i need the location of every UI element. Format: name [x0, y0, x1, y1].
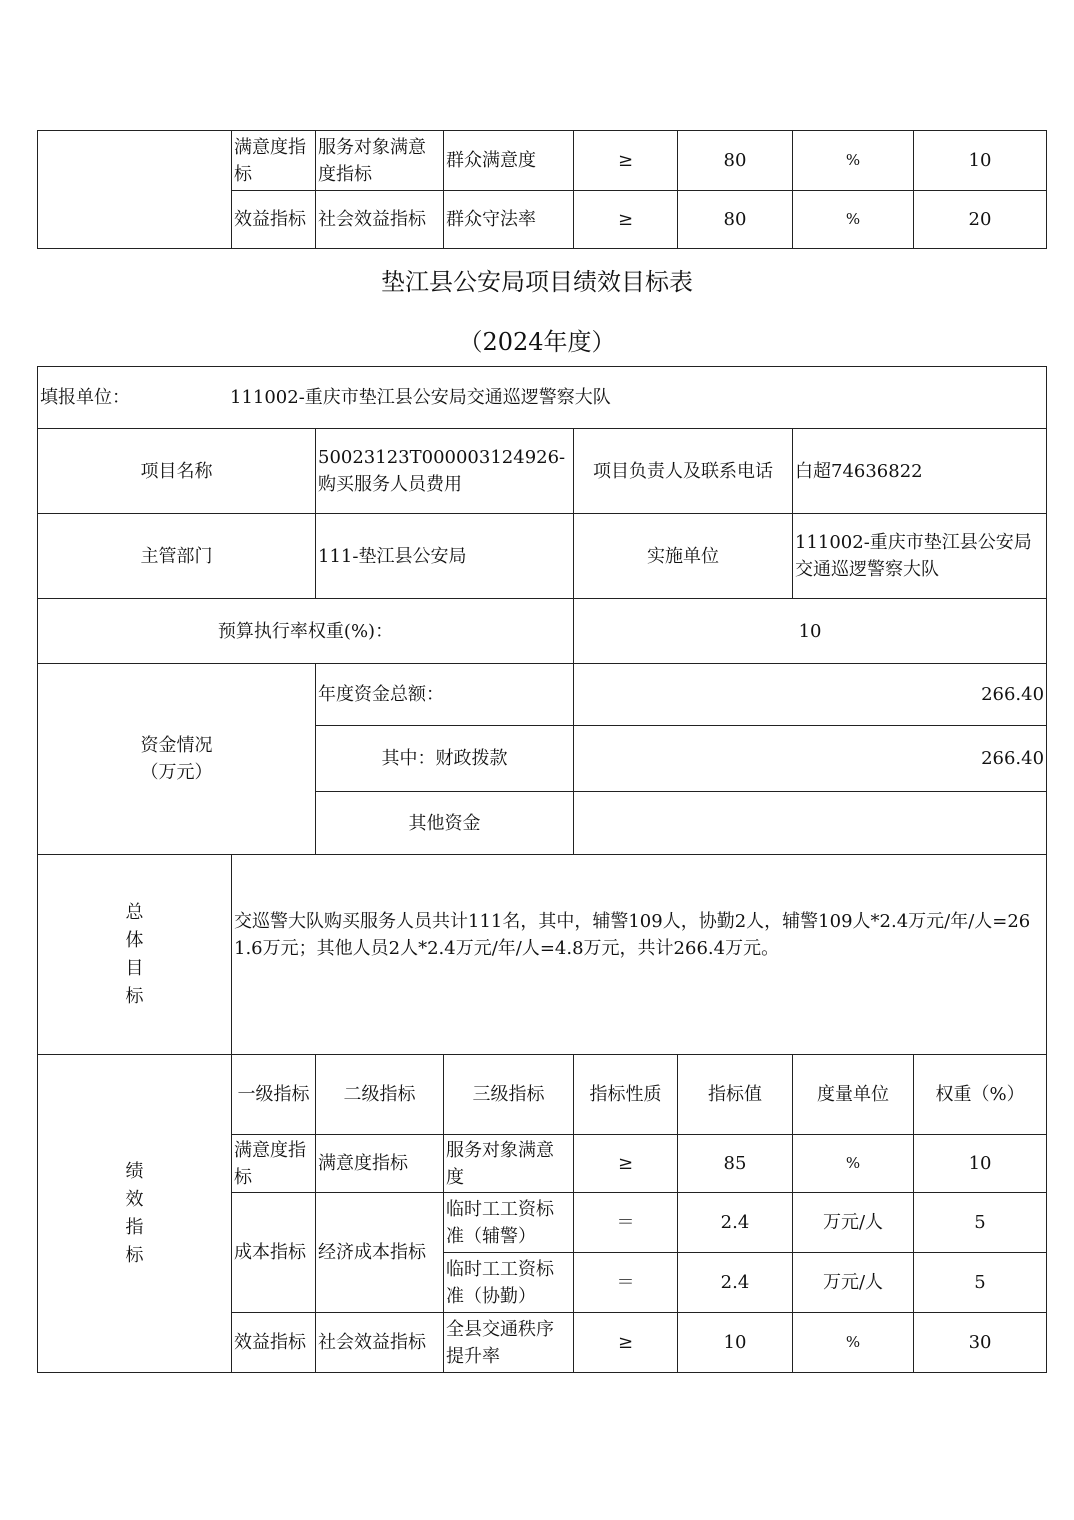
- fiscal-funds-label: 其中：财政拨款: [316, 726, 574, 792]
- total-funds-label: 年度资金总额：: [316, 664, 574, 726]
- budget-label: 预算执行率权重(%)：: [38, 599, 574, 664]
- level3-cell: 社会效益指标: [316, 191, 444, 249]
- level2-cell: 社会效益指标: [316, 1313, 444, 1373]
- table-row: [38, 514, 1047, 599]
- continued-indicator-table: [37, 130, 1047, 249]
- level2-cell: 满意度指标: [316, 1135, 444, 1193]
- level2-cell: 经济成本指标: [316, 1193, 444, 1313]
- page-title: 垫江县公安局项目绩效目标表: [381, 268, 693, 296]
- goal-label-char: 目: [125, 957, 144, 979]
- fill-unit-cell: [38, 367, 1047, 429]
- goal-label-char: 标: [125, 985, 144, 1007]
- unit-cell: %: [793, 191, 914, 249]
- total-funds-value: 266.40: [574, 664, 1047, 726]
- nature-cell: ≥: [574, 191, 678, 249]
- value-cell: 10: [678, 1313, 793, 1373]
- header-nature: 指标性质: [574, 1055, 678, 1135]
- value-cell: 85: [678, 1135, 793, 1193]
- weight-cell: 20: [914, 191, 1047, 249]
- weight-cell: 5: [914, 1193, 1047, 1253]
- performance-label: [38, 1055, 232, 1373]
- level2-cell: 满意度指标: [232, 131, 316, 191]
- unit-cell: %: [793, 131, 914, 191]
- level3-cell: 临时工工资标准（辅警）: [444, 1193, 574, 1253]
- header-value: 指标值: [678, 1055, 793, 1135]
- project-name-label: 项目名称: [38, 429, 316, 514]
- table-row: [38, 429, 1047, 514]
- header-unit: 度量单位: [793, 1055, 914, 1135]
- level3-cell: 临时工工资标准（协勤）: [444, 1253, 574, 1313]
- header-weight: 权重（%）: [914, 1055, 1047, 1135]
- performance-goal-table: [37, 366, 1047, 1373]
- unit-cell: %: [793, 1135, 914, 1193]
- value-cell: 80: [678, 131, 793, 191]
- level3-cell: 服务对象满意度指标: [316, 131, 444, 191]
- nature-cell: ≥: [574, 131, 678, 191]
- contact-value: 白超74636822: [793, 429, 1047, 514]
- table-row: [38, 367, 1047, 429]
- dept-label: 主管部门: [38, 514, 316, 599]
- overall-goal-text: 交巡警大队购买服务人员共计111名，其中，辅警109人，协勤2人，辅警109人*2.4万元/年/人=261.6万元；其他人员2人*2.4万元/年/人=4.8万元，共计266.4万元。: [232, 855, 1047, 1055]
- nature-cell: ＝: [574, 1193, 678, 1253]
- empty-cell: [38, 131, 232, 249]
- level3-cell: 服务对象满意度: [444, 1135, 574, 1193]
- weight-cell: 5: [914, 1253, 1047, 1313]
- other-funds-label: 其他资金: [316, 792, 574, 855]
- impl-label: 实施单位: [574, 514, 793, 599]
- table-row: [38, 599, 1047, 664]
- other-funds-value: [574, 792, 1047, 855]
- impl-value: 111002-重庆市垫江县公安局交通巡逻警察大队: [793, 514, 1047, 599]
- fiscal-funds-value: 266.40: [574, 726, 1047, 792]
- level1-cell: 效益指标: [232, 1313, 316, 1373]
- weight-cell: 10: [914, 131, 1047, 191]
- performance-label-char: 标: [125, 1244, 144, 1266]
- table-row: [38, 131, 1047, 191]
- level3-cell: 全县交通秩序提升率: [444, 1313, 574, 1373]
- unit-cell: %: [793, 1313, 914, 1373]
- value-cell: 80: [678, 191, 793, 249]
- goal-label-char: 总: [125, 901, 144, 923]
- header-level1: 一级指标: [232, 1055, 316, 1135]
- dept-value: 111-垫江县公安局: [316, 514, 574, 599]
- funds-label: [38, 664, 316, 855]
- fill-unit-value: 111002-重庆市垫江县公安局交通巡逻警察大队: [230, 387, 611, 408]
- performance-label-char: 指: [125, 1216, 144, 1238]
- funds-label-line1: 资金情况: [140, 735, 213, 756]
- value-cell: 2.4: [678, 1193, 793, 1253]
- weight-cell: 10: [914, 1135, 1047, 1193]
- level1-cell: 成本指标: [232, 1193, 316, 1313]
- indicator-cell: 群众满意度: [444, 131, 574, 191]
- table-row: [38, 855, 1047, 1055]
- page-subtitle: （2024年度）: [458, 328, 616, 356]
- overall-goal-label: [38, 855, 232, 1055]
- project-name-value: 50023123T000003124926-购买服务人员费用: [316, 429, 574, 514]
- goal-label-char: 体: [125, 929, 144, 951]
- fill-unit-label: 填报单位：: [40, 387, 130, 408]
- nature-cell: ＝: [574, 1253, 678, 1313]
- unit-cell: 万元/人: [793, 1253, 914, 1313]
- funds-label-line2: （万元）: [140, 762, 213, 783]
- weight-cell: 30: [914, 1313, 1047, 1373]
- table-row: [38, 1055, 1047, 1135]
- unit-cell: 万元/人: [793, 1193, 914, 1253]
- header-level3: 三级指标: [444, 1055, 574, 1135]
- level2-cell: 效益指标: [232, 191, 316, 249]
- level1-cell: 满意度指标: [232, 1135, 316, 1193]
- table-row: [38, 664, 1047, 726]
- nature-cell: ≥: [574, 1313, 678, 1373]
- indicator-cell: 群众守法率: [444, 191, 574, 249]
- nature-cell: ≥: [574, 1135, 678, 1193]
- contact-label: 项目负责人及联系电话: [574, 429, 793, 514]
- performance-label-char: 效: [125, 1188, 144, 1210]
- value-cell: 2.4: [678, 1253, 793, 1313]
- header-level2: 二级指标: [316, 1055, 444, 1135]
- budget-value: 10: [574, 599, 1047, 664]
- performance-label-char: 绩: [125, 1160, 144, 1182]
